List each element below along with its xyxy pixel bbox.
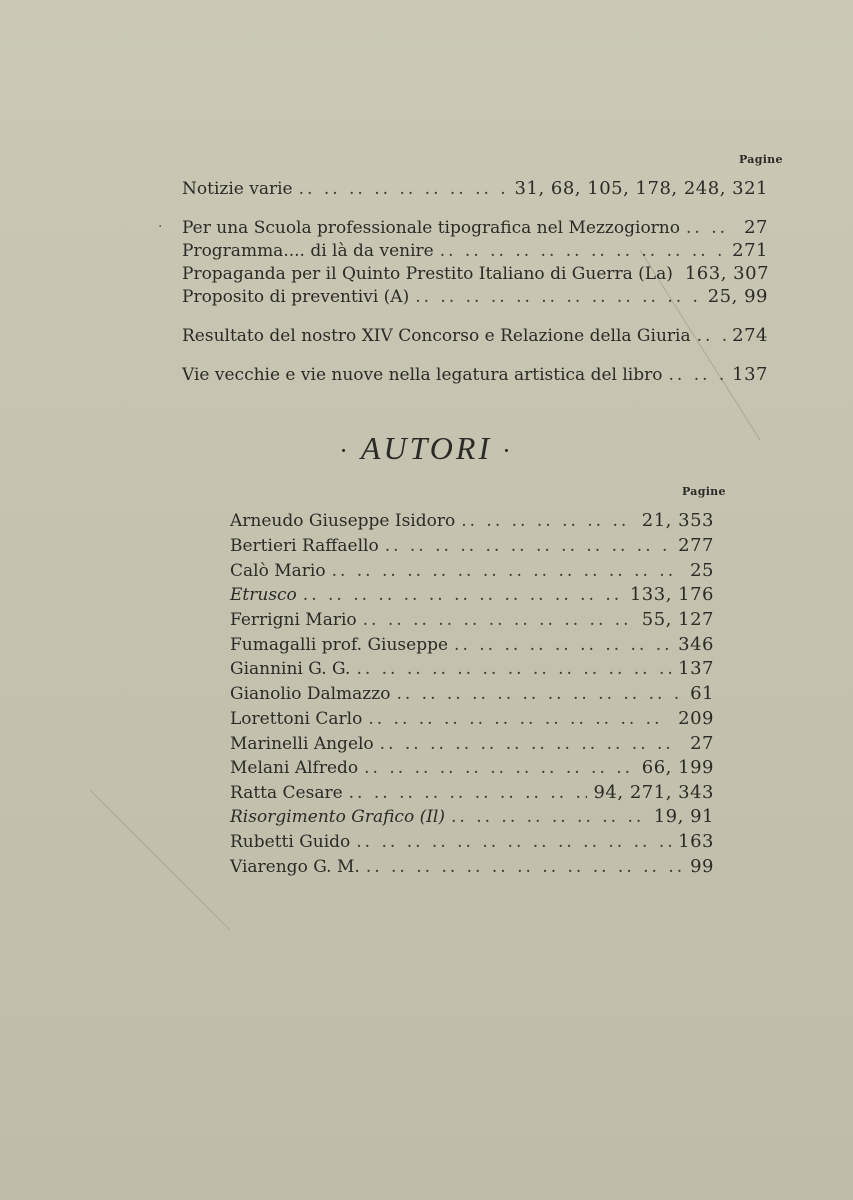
index-entry-title: Resultato del nostro XIV Concorso e Relazione della Giuria [182, 326, 691, 346]
dot-leader [440, 241, 726, 261]
dot-leader [366, 857, 684, 877]
dot-leader [385, 536, 672, 556]
margin-mark: · [158, 219, 163, 235]
author-name: Arneudo Giuseppe Isidoro [230, 511, 456, 531]
author-name: Ferrigni Mario [230, 610, 357, 630]
dot-leader [451, 807, 648, 827]
author-entry [230, 733, 714, 754]
index-entry-title: Proposito di preventivi (A) [182, 287, 410, 307]
author-entry [230, 560, 714, 581]
author-name: Rubetti Guido [230, 832, 351, 852]
index-entry-pages: 274 [732, 325, 768, 346]
author-pages: 137 [678, 658, 714, 679]
index-entry-title: Notizie varie [182, 179, 293, 199]
author-name: Bertieri Raffaello [230, 536, 379, 556]
dot-leader [454, 635, 672, 655]
author-pages: 346 [678, 634, 714, 655]
author-entry [230, 782, 714, 803]
author-entry [230, 831, 714, 852]
index-entry [182, 263, 768, 284]
index-entry [182, 217, 768, 238]
author-pages: 163 [678, 831, 714, 852]
index-entry [182, 364, 768, 385]
dot-leader [380, 734, 684, 754]
index-entry-pages: 271 [732, 240, 768, 261]
index-entry [182, 240, 768, 261]
author-pages: 19, 91 [653, 806, 714, 827]
dot-leader [697, 326, 727, 346]
author-name: Viarengo G. M. [230, 857, 360, 877]
dot-leader [299, 179, 509, 199]
author-name: Lorettoni Carlo [230, 709, 363, 729]
author-pages: 61 [690, 683, 714, 704]
author-entry [230, 757, 714, 778]
author-entry [230, 535, 714, 556]
author-name: Risorgimento Grafico (Il) [230, 807, 445, 827]
index-entry [182, 325, 768, 346]
index-entry-pages: 27 [744, 217, 768, 238]
dot-leader [686, 218, 738, 238]
index-entry-title: Per una Scuola professionale tipografica nel Mezzogiorno [182, 218, 680, 238]
author-entry [230, 609, 714, 630]
author-pages: 27 [690, 733, 714, 754]
index-entry-title: Propaganda per il Quinto Prestito Italiano di Guerra (La) [182, 264, 673, 284]
author-pages: 55, 127 [641, 609, 714, 630]
dot-leader [364, 758, 636, 778]
author-entry [230, 806, 714, 827]
author-name: Melani Alfredo [230, 758, 359, 778]
dot-leader [461, 511, 636, 531]
author-pages: 209 [678, 708, 714, 729]
authors-pagine-label: Pagine [682, 485, 726, 498]
author-entry [230, 658, 714, 679]
author-entry [230, 856, 714, 877]
author-pages: 25 [690, 560, 714, 581]
heading-bullet: · [502, 436, 514, 465]
dot-leader [349, 783, 588, 803]
author-name: Calò Mario [230, 561, 326, 581]
index-pagine-label: Pagine [739, 153, 783, 166]
author-name: Gianolio Dalmazzo [230, 684, 391, 704]
author-name: Fumagalli prof. Giuseppe [230, 635, 449, 655]
dot-leader [415, 287, 702, 307]
authors-heading [0, 430, 853, 467]
index-entry-pages: 163, 307 [684, 263, 770, 284]
author-entry [230, 634, 714, 655]
dot-leader [356, 659, 672, 679]
heading-bullet: · [339, 436, 351, 465]
author-entry [230, 683, 714, 704]
author-name: Marinelli Angelo [230, 734, 374, 754]
index-entry [182, 286, 768, 307]
dot-leader [668, 365, 726, 385]
author-pages: 94, 271, 343 [593, 782, 714, 803]
author-pages: 21, 353 [641, 510, 714, 531]
dot-leader [332, 561, 685, 581]
author-entry [230, 510, 714, 531]
dot-leader [356, 832, 672, 852]
author-entry [230, 708, 714, 729]
author-name: Ratta Cesare [230, 783, 343, 803]
index-entry [182, 178, 768, 199]
index-entry-title: Programma.... di là da venire [182, 241, 434, 261]
author-pages: 277 [678, 535, 714, 556]
dot-leader [303, 585, 624, 605]
author-name: Giannini G. G. [230, 659, 351, 679]
author-pages: 99 [690, 856, 714, 877]
author-name: Etrusco [230, 585, 297, 605]
dot-leader [396, 684, 684, 704]
index-entry-title: Vie vecchie e vie nuove nella legatura artistica del libro [182, 365, 663, 385]
author-entry [230, 584, 714, 605]
dot-leader [363, 610, 636, 630]
index-entry-pages: 31, 68, 105, 178, 248, 321 [514, 178, 768, 199]
authors-heading-text: AUTORI [360, 430, 493, 466]
author-pages: 133, 176 [629, 584, 714, 605]
index-entry-pages: 25, 99 [707, 286, 768, 307]
index-entry-pages: 137 [732, 364, 768, 385]
author-pages: 66, 199 [641, 757, 714, 778]
dot-leader [368, 709, 672, 729]
